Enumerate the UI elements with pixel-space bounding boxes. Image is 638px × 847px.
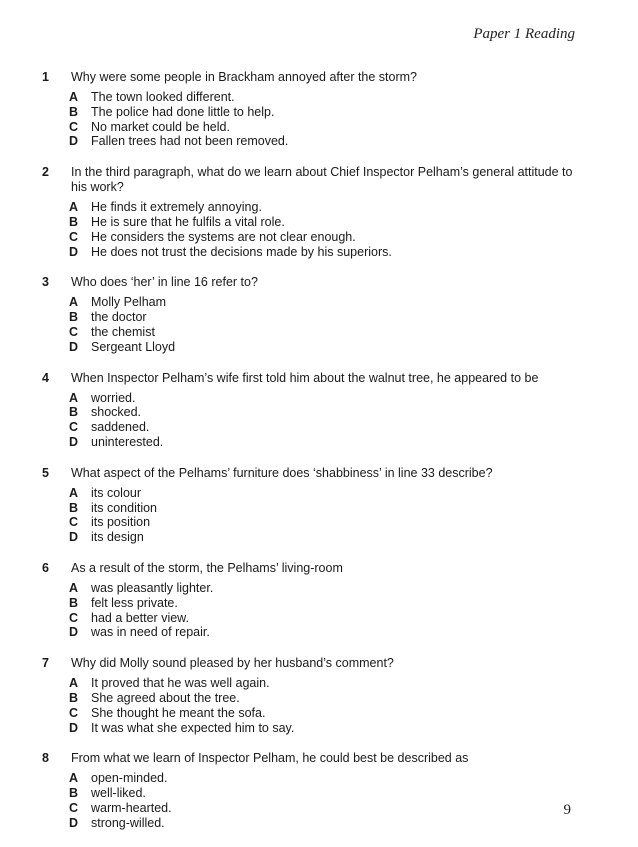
- question-item: [40, 165, 580, 259]
- option-text: The town looked different.: [91, 90, 235, 104]
- option-letter: B: [69, 595, 79, 610]
- option-text: He considers the systems are not clear enough.: [91, 229, 356, 244]
- answer-option: [69, 786, 580, 801]
- answer-option: [69, 215, 580, 230]
- answer-option: [69, 611, 580, 626]
- answer-option: [69, 230, 580, 245]
- option-text: He finds it extremely annoying.: [91, 200, 262, 215]
- option-letter: B: [69, 690, 79, 705]
- answer-option: [69, 310, 580, 325]
- option-text: well-liked.: [91, 786, 146, 801]
- option-letter: C: [69, 229, 79, 244]
- answer-option: [69, 435, 580, 450]
- page-header: Paper 1 Reading: [473, 26, 575, 42]
- answer-option: [69, 486, 580, 501]
- question-item: [40, 371, 580, 450]
- option-text: uninterested.: [91, 434, 164, 449]
- answer-option: [69, 706, 580, 721]
- option-text: He is sure that he fulfils a vital role.: [91, 214, 285, 229]
- option-text: its design: [91, 530, 144, 545]
- answer-option: [69, 295, 580, 310]
- option-text: worried.: [91, 390, 136, 405]
- question-item: [40, 656, 580, 735]
- answer-option: [69, 721, 580, 736]
- option-letter: C: [69, 324, 79, 339]
- option-text: its condition: [91, 500, 158, 515]
- question-item: [40, 466, 580, 545]
- option-letter: A: [69, 676, 79, 691]
- option-text: was in need of repair.: [91, 625, 210, 640]
- option-letter: D: [69, 434, 79, 449]
- question-text: As a result of the storm, the Pelhams’ living-room: [71, 560, 343, 575]
- answer-option: [69, 134, 580, 149]
- option-text: had a better view.: [91, 610, 189, 625]
- question-number: 8: [42, 751, 49, 766]
- option-letter: D: [69, 625, 79, 640]
- option-text: Fallen trees had not been removed.: [91, 134, 289, 149]
- answer-options: [69, 391, 580, 450]
- option-letter: C: [69, 515, 79, 530]
- answer-option: [69, 340, 580, 355]
- option-text: Molly Pelham: [91, 295, 167, 310]
- question-number: 3: [42, 275, 49, 290]
- option-letter: B: [69, 786, 79, 801]
- option-letter: D: [69, 720, 79, 735]
- option-text: It proved that he was well again.: [91, 676, 270, 691]
- answer-options: [69, 676, 580, 735]
- option-letter: B: [69, 500, 79, 515]
- option-letter: B: [69, 104, 79, 119]
- question-number: 6: [42, 560, 49, 575]
- option-letter: A: [69, 90, 79, 104]
- option-text: She agreed about the tree.: [91, 690, 240, 705]
- answer-options: [69, 90, 580, 149]
- option-letter: D: [69, 134, 79, 149]
- answer-options: [69, 486, 580, 545]
- option-letter: B: [69, 214, 79, 229]
- option-letter: C: [69, 610, 79, 625]
- option-text: the chemist: [91, 324, 155, 339]
- answer-option: [69, 530, 580, 545]
- question-number: 4: [42, 370, 49, 385]
- option-letter: D: [69, 339, 79, 354]
- answer-option: [69, 391, 580, 406]
- answer-option: [69, 105, 580, 120]
- question-item: [40, 561, 580, 640]
- question-number: 1: [42, 70, 49, 84]
- question-text: Who does ‘her’ in line 16 refer to?: [71, 275, 258, 290]
- option-letter: C: [69, 800, 79, 815]
- option-text: the doctor: [91, 310, 147, 325]
- option-letter: A: [69, 580, 79, 595]
- option-letter: A: [69, 485, 79, 500]
- option-text: No market could be held.: [91, 119, 230, 134]
- question-text: Why did Molly sound pleased by her husband’s comment?: [71, 656, 394, 671]
- option-text: Sergeant Lloyd: [91, 339, 176, 354]
- option-text: shocked.: [91, 405, 142, 420]
- question-item: [40, 70, 580, 149]
- answer-option: [69, 816, 580, 831]
- page-number: 9: [563, 802, 571, 818]
- answer-option: [69, 596, 580, 611]
- option-text: saddened.: [91, 420, 150, 435]
- question-item: [40, 751, 580, 830]
- option-letter: A: [69, 390, 79, 405]
- answer-option: [69, 625, 580, 640]
- answer-option: [69, 801, 580, 816]
- answer-option: [69, 200, 580, 215]
- option-letter: C: [69, 705, 79, 720]
- option-text: its colour: [91, 485, 142, 500]
- answer-option: [69, 691, 580, 706]
- option-letter: D: [69, 244, 79, 259]
- answer-option: [69, 245, 580, 260]
- option-text: its position: [91, 515, 151, 530]
- option-text: felt less private.: [91, 595, 178, 610]
- option-text: He does not trust the decisions made by his superiors.: [91, 244, 392, 259]
- answer-option: [69, 120, 580, 135]
- answer-option: [69, 771, 580, 786]
- answer-options: [69, 295, 580, 354]
- answer-option: [69, 325, 580, 340]
- option-text: was pleasantly lighter.: [91, 580, 214, 595]
- question-list: [40, 70, 580, 847]
- answer-options: [69, 200, 580, 259]
- option-letter: A: [69, 295, 79, 310]
- option-text: It was what she expected him to say.: [91, 720, 295, 735]
- option-text: strong-willed.: [91, 815, 165, 830]
- answer-option: [69, 420, 580, 435]
- answer-options: [69, 581, 580, 640]
- answer-option: [69, 501, 580, 516]
- option-letter: D: [69, 815, 79, 830]
- question-text: From what we learn of Inspector Pelham, he could best be described as: [71, 751, 469, 766]
- question-text: When Inspector Pelham’s wife first told him about the walnut tree, he appeared to be: [71, 370, 539, 385]
- option-letter: C: [69, 119, 79, 134]
- option-text: She thought he meant the sofa.: [91, 705, 266, 720]
- option-letter: B: [69, 405, 79, 420]
- option-text: The police had done little to help.: [91, 104, 275, 119]
- answer-option: [69, 515, 580, 530]
- option-letter: A: [69, 771, 79, 786]
- question-text: Why were some people in Brackham annoyed after the storm?: [71, 70, 418, 84]
- option-letter: A: [69, 200, 79, 215]
- question-number: 5: [42, 465, 49, 480]
- option-letter: B: [69, 310, 79, 325]
- question-number: 7: [42, 656, 49, 671]
- option-letter: C: [69, 420, 79, 435]
- answer-option: [69, 581, 580, 596]
- question-number: 2: [42, 165, 49, 180]
- answer-option: [69, 405, 580, 420]
- option-letter: D: [69, 530, 79, 545]
- question-text: In the third paragraph, what do we learn about Chief Inspector Pelham’s general attitude to his work?: [71, 165, 573, 195]
- question-item: [40, 275, 580, 354]
- answer-option: [69, 676, 580, 691]
- option-text: warm-hearted.: [91, 800, 172, 815]
- option-text: open-minded.: [91, 771, 168, 786]
- answer-option: [69, 90, 580, 105]
- question-text: What aspect of the Pelhams’ furniture does ‘shabbiness’ in line 33 describe?: [71, 465, 493, 480]
- answer-options: [69, 771, 580, 830]
